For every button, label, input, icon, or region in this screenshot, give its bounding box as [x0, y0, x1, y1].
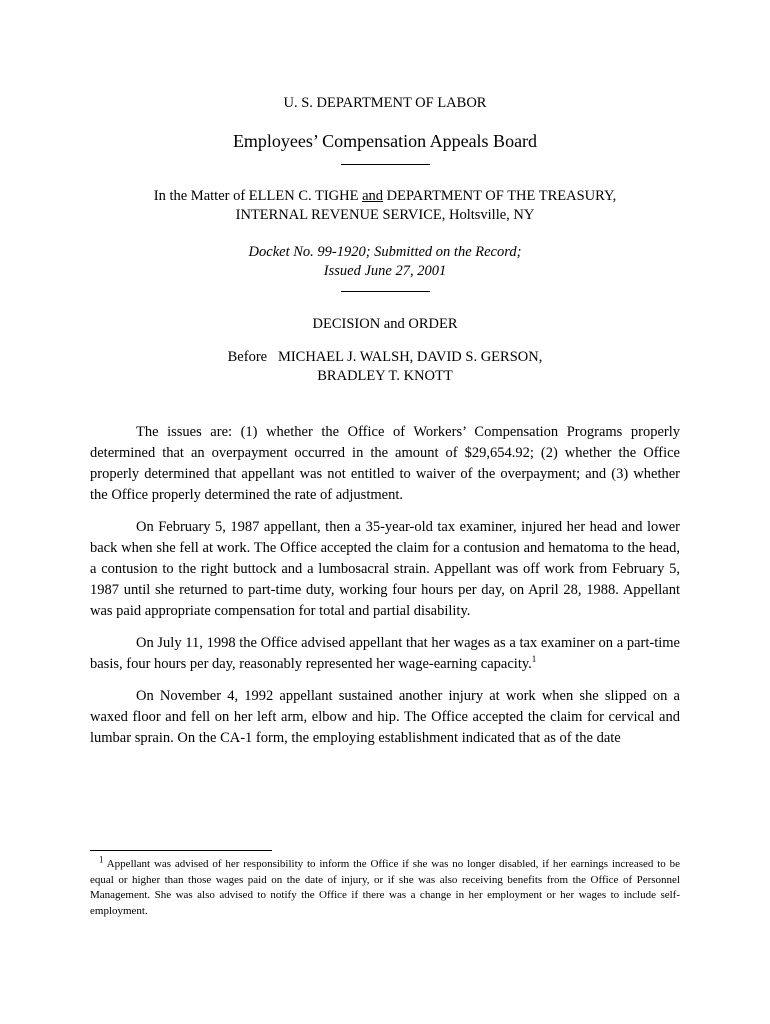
- paragraph-wage-capacity: [90, 633, 680, 675]
- decision-title: DECISION and ORDER: [312, 316, 458, 332]
- docket-info: [0, 243, 770, 281]
- paragraph-injury-1987: On February 5, 1987 appellant, then a 35-year-old tax examiner, injured her head and lower back when she fell at work. The Office accepted the claim for a contusion and hematoma to the head, a contusion to the right buttock and a lumbosacral strain. Appellant was off work from February 5, 1987 until she returned to part-time duty, working four hours per day, on April 28, 1988. Appellant was paid appropriate compensation for total and partial disability.: [90, 519, 680, 619]
- footnote-divider: [90, 850, 272, 851]
- panel-line-2: BRADLEY T. KNOTT: [317, 368, 453, 384]
- panel-members: [0, 348, 770, 386]
- caption-suffix: DEPARTMENT OF THE TREASURY,: [383, 188, 617, 204]
- footnote-text: Appellant was advised of her responsibility to inform the Office if she was no longer disabled, if her earnings increased to be equal or higher than those wages paid on the date of injury, or if she was also receiving benefits from the Office of Personnel Management. She was also advised to notify the Office if there was a change in her employment or her wages to include self-employment.: [90, 858, 680, 917]
- department-heading: U. S. DEPARTMENT OF LABOR: [283, 95, 487, 111]
- panel-line-1: Before MICHAEL J. WALSH, DAVID S. GERSON,: [227, 349, 543, 365]
- case-caption-line-1: [0, 187, 770, 206]
- case-caption-line-2: INTERNAL REVENUE SERVICE, Holtsville, NY: [235, 207, 535, 223]
- footnote: [90, 854, 680, 919]
- board-title: Employees’ Compensation Appeals Board: [232, 131, 538, 151]
- footnote-reference: 1: [531, 654, 537, 665]
- case-caption: [0, 187, 770, 225]
- docket-line-2: Issued June 27, 2001: [323, 263, 447, 279]
- caption-prefix: In the Matter of ELLEN C. TIGHE: [153, 188, 363, 204]
- docket-divider: [341, 291, 430, 292]
- opinion-body: [90, 422, 680, 760]
- docket-line-1: Docket No. 99-1920; Submitted on the Record;: [248, 244, 522, 260]
- paragraph-wage-capacity-text: On July 11, 1998 the Office advised appellant that her wages as a tax examiner on a part-time basis, four hours per day, reasonably represented her wage-earning capacity.: [90, 635, 680, 672]
- footnote-number: 1: [99, 854, 104, 865]
- paragraph-injury-1992: On November 4, 1992 appellant sustained another injury at work when she slipped on a waxed floor and fell on her left arm, elbow and hip. The Office accepted the claim for cervical and lumbar sprain. On the CA-1 form, the employing establishment indicated that as of the date: [90, 688, 680, 746]
- footnote-1: [90, 854, 680, 919]
- paragraph-issues: The issues are: (1) whether the Office of Workers’ Compensation Programs properly determined that an overpayment occurred in the amount of $29,654.92; (2) whether the Office properly determined that appellant was not entitled to waiver of the overpayment; and (3) whether the Office properly determined the rate of adjustment.: [90, 424, 680, 503]
- caption-and: and: [362, 188, 384, 204]
- title-divider: [341, 164, 430, 165]
